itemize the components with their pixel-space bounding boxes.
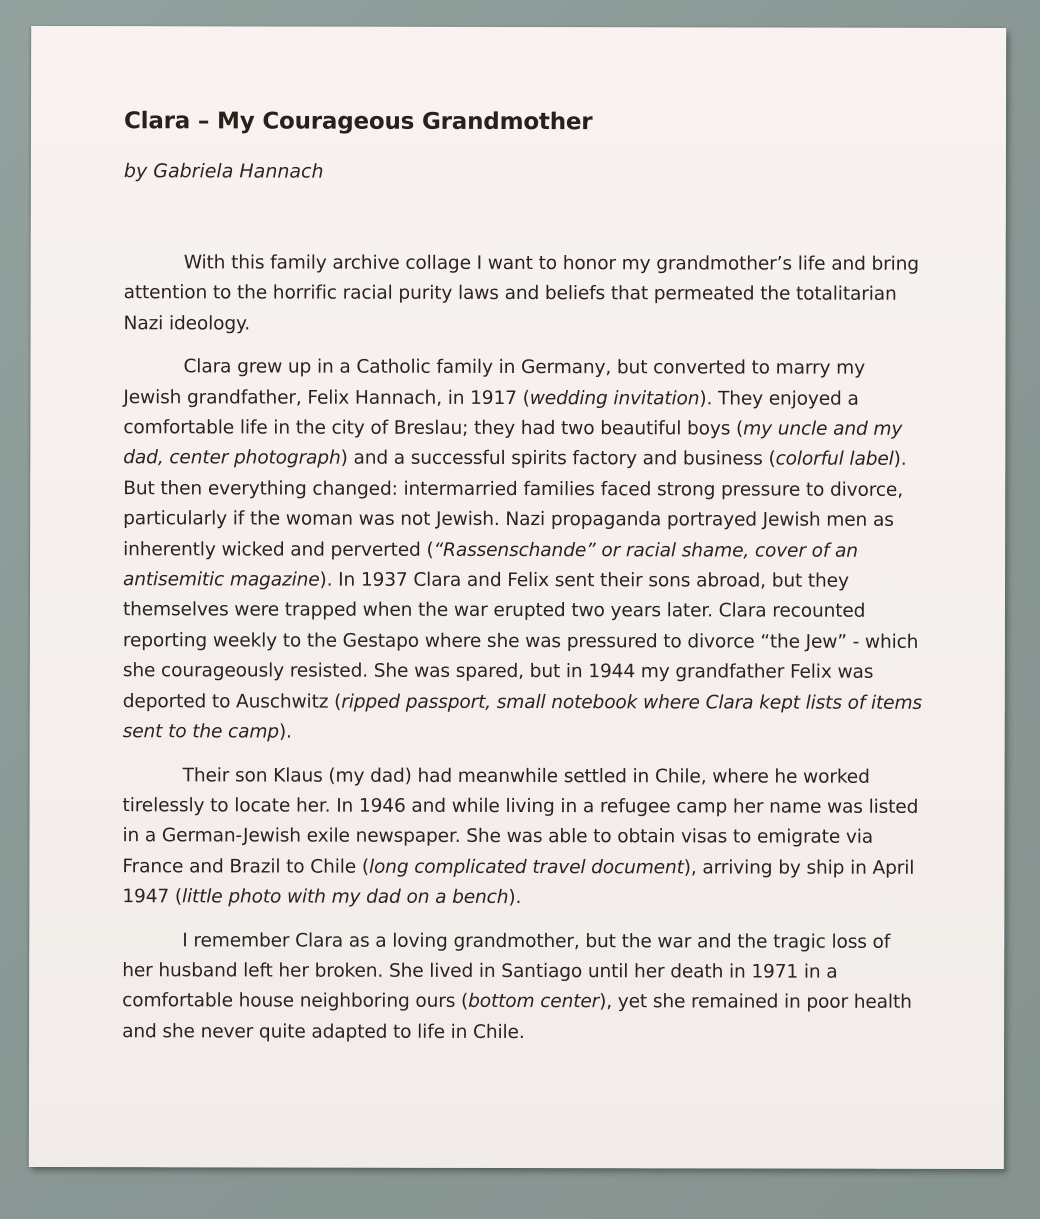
text-run: ). <box>508 887 522 909</box>
text-run: ), arriving by ship in April 1947 ( <box>122 857 915 908</box>
label-body <box>122 248 924 1062</box>
author-byline: by Gabriela Hannach <box>123 160 324 183</box>
paragraph-3 <box>122 761 922 915</box>
text-run: ). But then everything changed: intermarried families faced strong pressure to divorce, particularly if the woman was not Jewish. Nazi propaganda portrayed Jewish men as inherently wicked and perverted ( <box>123 449 907 561</box>
italic-reference: long complicated travel document <box>368 856 684 879</box>
italic-reference: bottom center <box>468 991 600 1013</box>
text-run: I remember Clara as a loving grandmother, but the war and the tragic loss of her husband left her broken. She lived in Santiago until her death in 1971 in a comfortable house neighboring ours ( <box>122 929 891 1013</box>
italic-reference: wedding invitation <box>529 387 700 410</box>
italic-reference: “Rassenschande” or racial shame, cover of an antisemitic magazine <box>123 539 858 591</box>
text-run: With this family archive collage I want to honor my grandmother’s life and bring attention to the horrific racial purity laws and beliefs that permeated the totalitarian Nazi ideology. <box>123 252 919 335</box>
text-run: Clara grew up in a Catholic family in Germany, but converted to marry my Jewish grandfather, Felix Hannach, in 1917 ( <box>123 356 865 409</box>
text-run: ) and a successful spirits factory and business ( <box>340 448 776 470</box>
italic-reference: my uncle and my dad, center photograph <box>123 418 903 470</box>
italic-reference: colorful label <box>775 448 894 471</box>
italic-reference: little photo with my dad on a bench <box>181 886 509 909</box>
text-run: ). In 1937 Clara and Felix sent their sons abroad, but they themselves were trapped when the war erupted two years later. Clara recounted reporting weekly to the Gestapo where she was pressured to divorce “the Jew” - which she courageously resisted. She was spared, but in 1944 my grandfather Felix was deported to Auschwitz ( <box>122 569 919 713</box>
paragraph-2 <box>123 352 924 749</box>
text-run: ), yet she remained in poor health and she never quite adapted to life in Chile. <box>122 991 912 1043</box>
text-run: ). They enjoyed a comfortable life in the city of Breslau; they had two beautiful boys ( <box>123 388 859 440</box>
paragraph-4 <box>122 926 922 1049</box>
text-run: Their son Klaus (my dad) had meanwhile settled in Chile, where he worked tirelessly to locate her. In 1946 and while living in a refugee camp her name was listed in a German-Jewish exile newspaper. She was able to obtain visas to emigrate via France and Brazil to Chile ( <box>122 764 919 878</box>
italic-reference: ripped passport, small notebook where Clara kept lists of items sent to the camp <box>122 691 922 743</box>
exhibit-label-card <box>29 26 1006 1169</box>
paragraph-1 <box>124 248 924 341</box>
text-run: ). <box>278 721 292 743</box>
label-title: Clara – My Courageous Grandmother <box>123 108 593 136</box>
